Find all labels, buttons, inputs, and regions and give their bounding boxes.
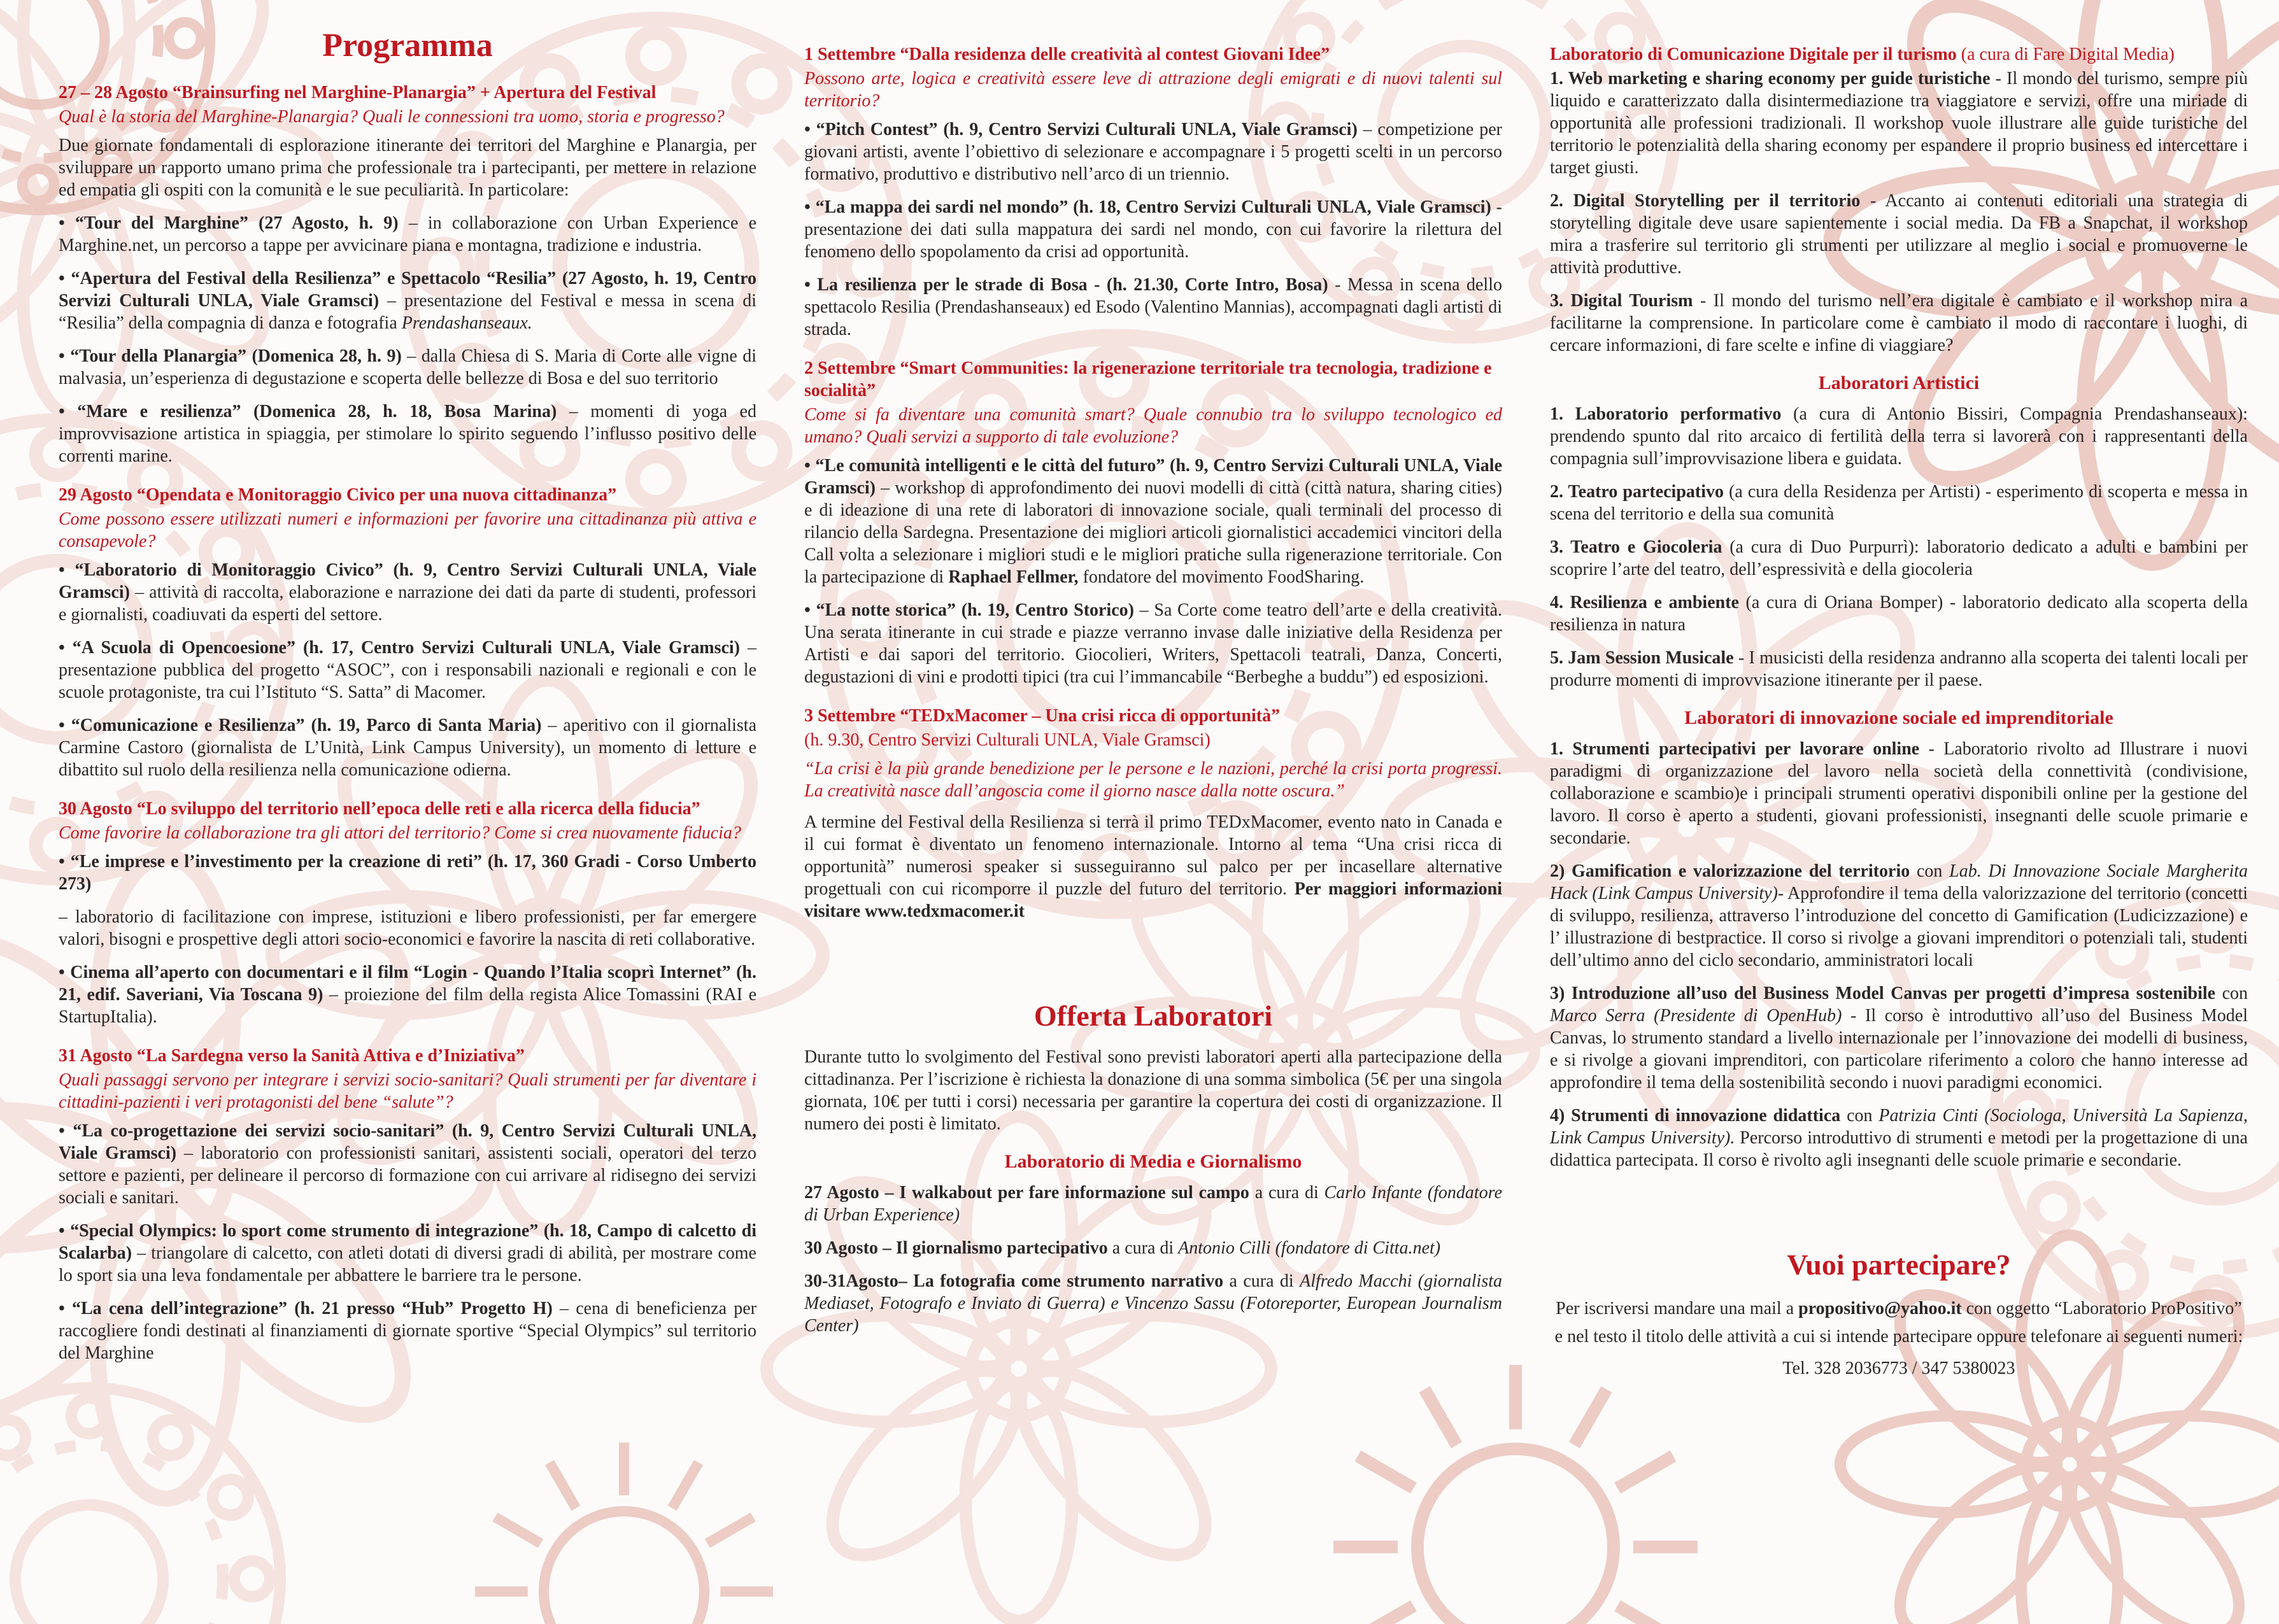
text-run: • Cinema all’aperto con documentari e il film “Login - Quando l’Italia scoprì Internet” (h. 21, edif. Saveriani, Via Toscana 9) xyxy=(59,963,756,1005)
text-run: 31 Agosto “La Sardegna verso la Sanità Attiva e d’Iniziativa” xyxy=(59,1046,525,1066)
text-run: 2) Gamification e valorizzazione del territorio xyxy=(1550,861,1910,881)
program-paragraph xyxy=(804,1270,1502,1337)
text-run: - I musicisti della residenza andranno alla scoperta dei talenti locali per produrre momenti di improvvisazione itinerante per il paese. xyxy=(1550,648,2248,690)
page-title xyxy=(59,27,756,65)
text-run: – competizione per giovani artisti, avente l’obiettivo di selezionare e accompagnare i 5 progetti scelti in un percorso formativo, produttivo e distributivo nell’arco di un triennio. xyxy=(804,120,1502,184)
text-run: Marco Serra (Presidente di OpenHub) xyxy=(1550,1006,1842,1026)
text-run: a cura di xyxy=(1223,1271,1300,1291)
text-run: Possono arte, logica e creatività essere leve di attrazione degli emigrati e di nuovi talenti sul territorio? xyxy=(804,69,1502,111)
text-run: • “La co-progettazione dei servizi socio-sanitari” (h. 9, Centro Servizi Culturali UNLA, Viale Gramsci) xyxy=(59,1121,756,1163)
program-paragraph xyxy=(59,851,756,895)
program-paragraph xyxy=(804,1046,1502,1135)
program-paragraph xyxy=(1550,481,2248,525)
text-run: Come possono essere utilizzati numeri e informazioni per favorire una cittadinanza più attiva e consapevole? xyxy=(59,509,756,551)
text-run: 30 Agosto “Lo sviluppo del territorio nell’epoca delle reti e alla ricerca della fiducia” xyxy=(59,799,700,819)
text-run: Come favorire la collaborazione tra gli attori del territorio? Come si crea nuovamente fiducia? xyxy=(59,823,741,843)
program-paragraph xyxy=(804,811,1502,922)
text-run: 3 Settembre “TEDxMacomer – Una crisi ricca di opportunità” xyxy=(804,706,1281,726)
text-run: A termine del Festival della Resilienza si terrà il primo TEDxMacomer, evento nato in Canada e il cui format è diventato un fenomeno internazionale. Intorno al tema “Una crisi ricca di opportunità” numerosi speaker si susseguiranno sul palco per per incasellare alternative progettuali con cui ricomporre il puzzle del futuro del territorio. xyxy=(804,812,1502,899)
text-run: • “Le comunità intelligenti e le città del futuro” (h. 9, Centro Servizi Culturali UNLA, Viale Gramsci) xyxy=(804,456,1502,498)
text-run: Carlo Infante (fondatore di Urban Experience) xyxy=(804,1183,1502,1225)
program-paragraph xyxy=(1550,536,2248,581)
text-run: – triangolare di calcetto, con atleti dotati di diversi gradi di abilità, per mostrare come lo sport sia una leva fondamentale per abbattere le barriere tra le persone. xyxy=(59,1243,756,1285)
program-paragraph xyxy=(804,1237,1502,1259)
program-paragraph xyxy=(59,400,756,467)
date-heading xyxy=(1550,43,2248,66)
text-run: (a cura di Fare Digital Media) xyxy=(1961,45,2175,64)
program-paragraph xyxy=(804,274,1502,341)
text-run: • “Le imprese e l’investimento per la creazione di reti” (h. 17, 360 Gradi - Corso Umberto 273) xyxy=(59,852,756,894)
text-run: 5. Jam Session Musicale xyxy=(1550,648,1734,668)
text-run: Prendashanseaux. xyxy=(401,313,532,333)
text-run: • “La notte storica” (h. 19, Centro Storico) xyxy=(804,600,1134,620)
text-run: - Il mondo del turismo, sempre più liquido e caratterizzato dalla disintermediazione tra viaggiatore e servizi, offre una miriade di opportunità alle professioni tradizionali. Il workshop vuole illustrare alle guide turistiche del territorio le potenzialità della sharing economy per espandere il proprio business ed intercettare i target giusti. xyxy=(1550,69,2248,178)
text-run: 3. Teatro e Giocoleria xyxy=(1550,537,1722,557)
section-title xyxy=(1550,1248,2248,1282)
text-run: Programma xyxy=(322,27,493,64)
text-run: con xyxy=(2215,984,2248,1003)
text-run: (h. 9.30, Centro Servizi Culturali UNLA, Viale Gramsci) xyxy=(804,730,1210,750)
date-heading xyxy=(804,43,1502,66)
text-run: • “A Scuola di Opencoesione” (h. 17, Centro Servizi Culturali UNLA, Viale Gramsci) xyxy=(59,638,741,658)
text-run: • “Mare e resilienza” (Domenica 28, h. 18, Bosa Marina) xyxy=(59,402,557,421)
text-run: - Il corso è introduttivo all’uso del Business Model Canvas, lo strumento standard a livello internazionale per l’innovazione dei modelli di business, e si rivolge a giovani imprenditori, con particolare riferimento a coloro che hanno interesse ad approfondire il tema della sostenibilità secondo i nuovi paradigmi economici. xyxy=(1550,1006,2248,1092)
text-run: • “Tour della Planargia” (Domenica 28, h. 9) xyxy=(59,346,402,366)
date-heading xyxy=(804,357,1502,402)
text-run: con xyxy=(1910,861,1950,881)
text-run: - Il mondo del turismo nell’era digitale è cambiato e il workshop mira a facilitarne la comprensione. In particolare come è cambiato il modo di raccontare i luoghi, di cercare informazioni, di fare scelte e infine di viaggiare? xyxy=(1550,291,2248,355)
text-run: “La crisi è la più grande benedizione per le persone e le nazioni, perché la crisi porta progressi. La creatività nasce dall’angoscia come il giorno nasce dalla notte oscura.” xyxy=(804,759,1502,801)
text-run: a cura di xyxy=(1107,1238,1179,1258)
text-run: 4. Resilienza e ambiente xyxy=(1550,593,1739,612)
text-run: (a cura della Residenza per Artisti) - esperimento di scoperta e messa in scena del territorio e della sua comunità xyxy=(1550,482,2248,524)
program-paragraph xyxy=(59,559,756,626)
contact-line xyxy=(1550,1295,2248,1351)
text-run: 29 Agosto “Opendata e Monitoraggio Civico per una nuova cittadinanza” xyxy=(59,485,617,505)
theme-question xyxy=(804,67,1502,112)
program-paragraph xyxy=(1550,982,2248,1094)
text-run: Qual è la storia del Marghine-Planargia? Quali le connessioni tra uomo, storia e progresso? xyxy=(59,107,725,127)
text-run: Approfondire il tema della valorizzazione del territorio (concetti di sviluppo, resilienza, attraverso l’introduzione del concetto di Gamification (Ludicizzazione) e l’ illustrazione di bestpractice. Il corso si rivolge a giovani imprenditori o potenziali tali, studenti dell’ultimo anno del ciclo secondario, amministratori locali xyxy=(1550,884,2248,970)
program-paragraph xyxy=(1550,860,2248,971)
text-run: (a cura di Antonio Bissiri, Compagnia Prendashanseaux): prendendo spunto dal rito arcaico di fertilità della terra si lavorerà con i rappresentanti della compagnia sull’improvvisazione libera e guidata. xyxy=(1550,404,2248,469)
text-run: - Laboratorio rivolto ad Illustrare i nuovi paradigmi di organizzazione del lavoro nella società della connettività (condivisione, collaborazione e scambio)e i principali strumenti operativi disponibili online per la gestione del lavoro. Il corso è aperto a studenti, giovani professionisti, insegnanti delle scuole primarie e secondarie. xyxy=(1550,739,2248,848)
text-run: Quali passaggi servono per integrare i servizi socio-sanitari? Quali strumenti per far diventare i cittadini-pazienti i veri protagonisti del bene “salute”? xyxy=(59,1070,756,1112)
text-run: • “La cena dell’integrazione” (h. 21 presso “Hub” Progetto H) xyxy=(59,1299,553,1318)
text-run: 27 – 28 Agosto “Brainsurfing nel Marghine-Planargia” + Apertura del Festival xyxy=(59,83,657,102)
text-run: – workshop di approfondimento dei nuovi modelli di città (città natura, sharing cities) e di ideazione di una rete di laboratori di innovazione sociale, quali terminali del processo di rilancio della Sardegna. Presentazione dei migliori articoli giornalistici accademici vincitori della Call volta a selezionare i migliori studi e le migliori pratiche sulla rigenerazione territoriale. Con la partecipazione di xyxy=(804,478,1502,587)
text-run: • La resilienza per le strade di Bosa - (h. 21.30, Corte Intro, Bosa) xyxy=(804,275,1328,295)
text-run: 1 Settembre “Dalla residenza delle creatività al contest Giovani Idee” xyxy=(804,45,1330,64)
program-paragraph xyxy=(804,455,1502,588)
date-heading xyxy=(59,484,756,506)
text-run: 2. Teatro partecipativo xyxy=(1550,482,1724,502)
text-run: – attività di raccolta, elaborazione e narrazione dei dati da parte di studenti, professori e giornalisti, coadiuvati da esperti del settore. xyxy=(59,583,756,625)
text-run: a cura di xyxy=(1249,1183,1324,1203)
text-run: – laboratorio con professionisti sanitari, assistenti sociali, operatori del terzo settore e pazienti, per delineare il percorso di formazione con cui arrivare al ridisegno dei servizi sociali e sanitari. xyxy=(59,1143,756,1208)
text-run: fondatore del movimento FoodSharing. xyxy=(1078,567,1365,587)
program-paragraph xyxy=(1550,647,2248,691)
text-run: • “Pitch Contest” (h. 9, Centro Servizi Culturali UNLA, Viale Gramsci) xyxy=(804,120,1358,139)
text-run: • “La mappa dei sardi nel mondo” (h. 18, Centro Servizi Culturali UNLA, Viale Gramsci) xyxy=(804,197,1491,217)
column-settembre-offerta-laboratori xyxy=(804,27,1502,1387)
text-run: con xyxy=(1840,1106,1879,1126)
section-title xyxy=(804,999,1502,1033)
program-paragraph xyxy=(804,1182,1502,1226)
program-paragraph xyxy=(59,1220,756,1287)
text-run: Laboratorio di Media e Giornalismo xyxy=(1004,1151,1302,1172)
program-paragraph xyxy=(1550,67,2248,179)
column-programma xyxy=(59,27,756,1387)
program-paragraph xyxy=(59,134,756,201)
date-heading xyxy=(59,798,756,820)
text-run: – aperitivo con il giornalista Carmine Castoro (giornalista de L’Unità, Link Campus University), un momento di letture e dibattito sul ruolo della resilienza nella comunicazione odierna. xyxy=(59,716,756,780)
text-run: • “Tour del Marghine” (27 Agosto, h. 9) xyxy=(59,213,399,233)
program-paragraph xyxy=(1550,738,2248,849)
text-run: – presentazione del Festival e messa in scena di “Resilia” della compagnia di danza e fotografia xyxy=(59,291,757,333)
text-run: 30 Agosto – Il giornalismo partecipativo xyxy=(804,1238,1108,1258)
text-run: • “Laboratorio di Monitoraggio Civico” (h. 9, Centro Servizi Culturali UNLA, Viale Gramsci) xyxy=(59,560,756,602)
program-paragraph xyxy=(1550,591,2248,636)
program-paragraph xyxy=(59,637,756,703)
text-run: • “Special Olympics: lo sport come strumento di integrazione” (h. 18, Campo di calcetto di Scalarba) xyxy=(59,1221,756,1263)
text-run: Due giornate fondamentali di esplorazione itinerante dei territori del Marghine e Planargia, per sviluppare un rapporto umano prima che professionale tra i partecipanti, per mettere in relazione ed empatia gli ospiti con la comunità e le sue peculiarità. In particolare: xyxy=(59,136,756,200)
text-run: – dalla Chiesa di S. Maria di Corte alle vigne di malvasia, un’esperienza di degustazione e scoperta delle bellezze di Bosa e del suo territorio xyxy=(59,346,756,388)
text-run: Offerta Laboratori xyxy=(1033,999,1273,1032)
lab-heading xyxy=(1550,707,2248,729)
program-paragraph xyxy=(59,212,756,257)
text-run: 30-31Agosto– La fotografia come strumento narrativo xyxy=(804,1271,1224,1291)
text-run: con oggetto “Laboratorio ProPositivo” e nel testo il titolo delle attività a cui si intende partecipare oppure telefonare ai seguenti numeri: xyxy=(1554,1299,2243,1346)
theme-question xyxy=(59,822,756,844)
text-run: Alfredo Macchi (giornalista Mediaset, Fotografo e Inviato di Guerra) e Vincenzo Sassu (Fotoreporter, European Journalism Center) xyxy=(804,1271,1503,1336)
program-paragraph xyxy=(59,1120,756,1209)
program-paragraph xyxy=(59,267,756,334)
text-run: Durante tutto lo svolgimento del Festival sono previsti laboratori aperti alla partecipazione della cittadinanza. Per l’iscrizione è richiesta la donazione di una somma simbolica (5€ per una singola giornata, 10€ per tutti i corsi) necessaria per garantire la copertura dei costi di organizzazione. Il numero dei posti è limitato. xyxy=(804,1047,1502,1134)
text-run: Lab. Di Innovazione Sociale Margherita Hack (Link Campus University)- xyxy=(1550,861,2248,903)
lab-heading xyxy=(804,1150,1502,1173)
text-run: • “Apertura del Festival della Resilienza” e Spettacolo “Resilia” (27 Agosto, h. 19, Centro Servizi Culturali UNLA, Viale Gramsci) xyxy=(59,269,756,311)
text-run: – in collaborazione con Urban Experience e Marghine.net, un percorso a tappe per avvicinare piana e montagna, tradizione e industria. xyxy=(59,213,756,255)
text-run: propositivo@yahoo.it xyxy=(1798,1299,1962,1318)
program-paragraph xyxy=(59,906,756,950)
theme-question xyxy=(59,1069,756,1113)
text-run: 2. Digital Storytelling per il territorio xyxy=(1550,191,1861,211)
program-paragraph xyxy=(59,714,756,781)
program-paragraph xyxy=(804,196,1502,263)
text-run: 27 Agosto – I walkabout per fare informazione sul campo xyxy=(804,1183,1249,1203)
text-run: Per iscriversi mandare una mail a xyxy=(1556,1299,1799,1318)
program-paragraph xyxy=(804,118,1502,185)
lab-heading xyxy=(1550,372,2248,394)
text-run: (a cura di Duo Purpurrì): laboratorio dedicato a adulti e bambini per scoprire l’arte del teatro, dell’espressività e della giocoleria xyxy=(1550,537,2248,579)
program-paragraph xyxy=(1550,290,2248,357)
text-run: 4) Strumenti di innovazione didattica xyxy=(1550,1106,1841,1126)
text-run: 1. Web marketing e sharing economy per guide turistiche xyxy=(1550,69,1991,88)
text-run: - presentazione dei dati sulla mappatura dei sardi nel mondo, con cui favorire la rilettura del fenomeno dello spopolamento da crisi ad opportunità. xyxy=(804,197,1503,262)
text-run: – laboratorio di facilitazione con imprese, istituzioni e libero professionisti, per far emergere valori, bisogni e prospettive degli attori socio-economici e favorire la nascita di reti collaborative. xyxy=(59,907,756,949)
text-run: • “Comunicazione e Resilienza” (h. 19, Parco di Santa Maria) xyxy=(59,716,542,735)
text-run: Tel. 328 2036773 / 347 5380023 xyxy=(1782,1359,2015,1378)
text-run: 3. Digital Tourism xyxy=(1550,291,1693,311)
program-paragraph xyxy=(804,599,1502,688)
program-paragraph xyxy=(59,1297,756,1364)
event-detail xyxy=(804,729,1502,751)
text-run: 2 Settembre “Smart Communities: la rigenerazione territoriale tra tecnologia, tradizione e socialità” xyxy=(804,358,1492,400)
date-heading xyxy=(804,705,1502,727)
text-run: – cena di beneficienza per raccogliere fondi destinati al finanziamenti di giornate sportive “Special Olympics” sul territorio del Marghine xyxy=(59,1299,756,1363)
quote-text xyxy=(804,758,1502,802)
text-run: Laboratori Artistici xyxy=(1818,372,1980,393)
program-paragraph xyxy=(1550,403,2248,470)
contact-line xyxy=(1550,1355,2248,1383)
text-run: Laboratori di innovazione sociale ed imprenditoriale xyxy=(1684,707,2113,728)
text-run: Raphael Fellmer, xyxy=(948,567,1079,587)
program-paragraph xyxy=(59,961,756,1028)
theme-question xyxy=(59,508,756,553)
program-paragraph xyxy=(1550,190,2248,279)
text-run: – Sa Corte come teatro dell’arte e della creatività. Una serata itinerante in cui strade e piazze verranno invase dalle iniziative della Residenza per Artisti e dai sapori del territorio. Giocolieri, Writers, Spettacoli teatrali, Danza, Concerti, degustazioni di vini e prodotti tipici (tra cui l’immancabile “Berbeghe a buddu”) ed esposizioni. xyxy=(804,600,1503,687)
text-run: 1. Strumenti partecipativi per lavorare online xyxy=(1550,739,1920,759)
text-run: - Messa in scena dello spettacolo Resilia (Prendashanseaux) ed Esodo (Valentino Mannias), accompagnati dagli artisti di strada. xyxy=(804,275,1502,339)
text-run: Patrizia Cinti (Sociologa, Università La Sapienza, Link Campus University). xyxy=(1550,1106,2248,1148)
theme-question xyxy=(59,106,756,128)
date-heading xyxy=(59,1045,756,1067)
theme-question xyxy=(804,404,1502,448)
program-paragraph xyxy=(59,345,756,390)
text-run: 3) Introduzione all’uso del Business Model Canvas per progetti d’impresa sostenibile xyxy=(1550,984,2216,1003)
text-run: Antonio Cilli (fondatore di Citta.net) xyxy=(1178,1238,1441,1258)
text-run: Laboratorio di Comunicazione Digitale per il turismo xyxy=(1550,45,1961,64)
text-run: – momenti di yoga ed improvvisazione artistica in spiaggia, per stimolare lo spirito seguendo l’influsso positivo delle correnti marine. xyxy=(59,402,756,466)
text-run: – presentazione pubblica del progetto “ASOC”, con i responsabili nazionali e regionali e con le scuole protagoniste, tra cui l’Istituto “S. Satta” di Macomer. xyxy=(59,638,756,702)
text-run: – proiezione del film della regista Alice Tomassini (RAI e StartupItalia). xyxy=(59,985,756,1027)
date-heading xyxy=(59,81,756,104)
text-run: Vuoi partecipare? xyxy=(1787,1248,2011,1281)
text-run: Come si fa diventare una comunità smart? Quale connubio tra lo sviluppo tecnologico ed umano? Quali servizi a supporto di tale evoluzione? xyxy=(804,405,1502,447)
text-run: - Accanto ai contenuti editoriali una strategia di storytelling digitale deve usare sapientemente i social media. Da FB a Snapchat, il workshop mira a trasferire sul territorio gli strumenti per utilizzare al meglio i social e promuoverne le attività produttive. xyxy=(1550,191,2248,278)
text-run: 1. Laboratorio performativo xyxy=(1550,404,1782,424)
program-paragraph xyxy=(1550,1105,2248,1171)
text-run: (a cura di Oriana Bomper) - laboratorio dedicato alla scoperta della resilienza in natura xyxy=(1550,593,2248,635)
column-laboratori-partecipazione xyxy=(1550,27,2248,1387)
text-run: Per maggiori informazioni visitare www.tedxmacomer.it xyxy=(804,879,1502,921)
text-run: Percorso introduttivo di strumenti e metodi per la progettazione di una didattica partecipata. Il corso è rivolto agli insegnanti delle scuole primarie e secondarie. xyxy=(1550,1128,2248,1170)
